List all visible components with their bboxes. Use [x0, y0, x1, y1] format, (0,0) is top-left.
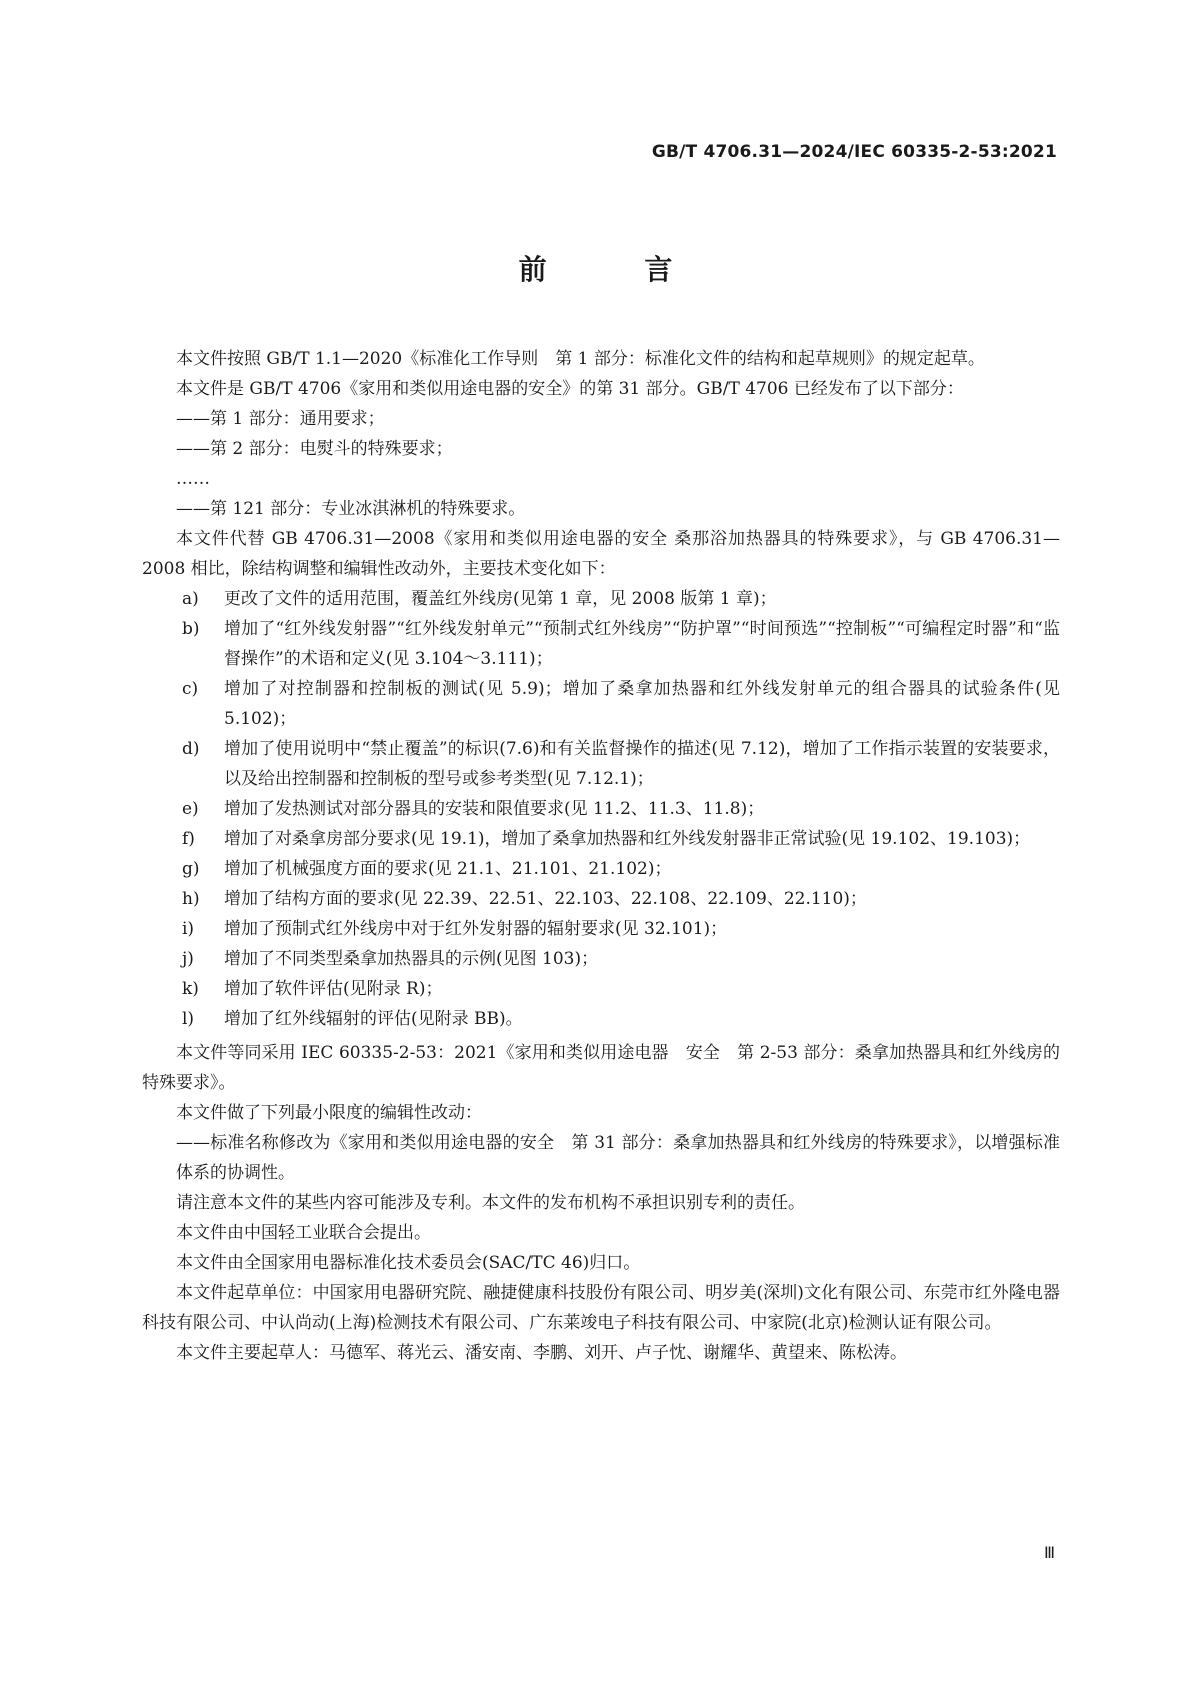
change-label: j)	[182, 949, 194, 969]
foreword-body	[142, 344, 1060, 1368]
change-text: 增加了不同类型桑拿加热器具的示例(见图 103)；	[224, 949, 599, 969]
change-text: 增加了对桑拿房部分要求(见 19.1)，增加了桑拿加热器和红外线发射器非正常试验(见 19.102、19.103)；	[224, 829, 1031, 849]
list-item-part-2: ——第 2 部分：电熨斗的特殊要求；	[176, 439, 453, 459]
change-text: 增加了“红外线发射器”“红外线发射单元”“预制式红外线房”“防护罩”“时间预选”“控制板”“可编程定时器”和“监督操作”的术语和定义(见 3.104～3.111)；	[224, 619, 1060, 669]
paragraph-replaces: 本文件代替 GB 4706.31—2008《家用和类似用途电器的安全 桑那浴加热器具的特殊要求》，与 GB 4706.31—2008 相比，除结构调整和编辑性改动外，主要技术变化如下：	[142, 529, 1060, 579]
change-item	[182, 974, 1060, 1004]
change-label: d)	[182, 739, 200, 759]
page-title: 前 言	[518, 253, 717, 286]
change-text: 增加了预制式红外线房中对于红外发射器的辐射要求(见 32.101)；	[224, 919, 728, 939]
change-item	[182, 734, 1060, 794]
change-label: b)	[182, 619, 200, 639]
change-item	[182, 794, 1060, 824]
change-item	[182, 584, 1060, 614]
list-item-part-1: ——第 1 部分：通用要求；	[176, 409, 385, 429]
change-label: c)	[182, 679, 199, 699]
paragraph-committee: 本文件由全国家用电器标准化技术委员会(SAC/TC 46)归口。	[176, 1253, 641, 1273]
change-label: e)	[182, 799, 199, 819]
change-label: k)	[182, 979, 199, 999]
list-item-title-change: ——标准名称修改为《家用和类似用途电器的安全 第 31 部分：桑拿加热器具和红外线房的特殊要求》，以增强标准体系的协调性。	[176, 1133, 1060, 1183]
change-item	[182, 914, 1060, 944]
change-item	[182, 884, 1060, 914]
change-text: 增加了对控制器和控制板的测试(见 5.9)；增加了桑拿加热器和红外线发射单元的组合器具的试验条件(见 5.102)；	[224, 679, 1060, 729]
change-text: 增加了发热测试对部分器具的安装和限值要求(见 11.2、11.3、11.8)；	[224, 799, 765, 819]
change-label: h)	[182, 889, 200, 909]
change-text: 增加了结构方面的要求(见 22.39、22.51、22.103、22.108、22.109、22.110)；	[224, 889, 867, 909]
change-label: i)	[182, 919, 195, 939]
change-text: 增加了软件评估(见附录 R)；	[224, 979, 443, 999]
change-label: a)	[182, 589, 199, 609]
change-text: 更改了文件的适用范围，覆盖红外线房(见第 1 章，见 2008 版第 1 章)；	[224, 589, 777, 609]
paragraph-drafting-basis: 本文件按照 GB/T 1.1—2020《标准化工作导则 第 1 部分：标准化文件的结构和起草规则》的规定起草。	[176, 349, 985, 369]
standard-code: GB/T 4706.31—2024/IEC 60335-2-53:2021	[651, 142, 1057, 162]
change-text: 增加了使用说明中“禁止覆盖”的标识(7.6)和有关监督操作的描述(见 7.12)，增加了工作指示装置的安装要求，以及给出控制器和控制板的型号或参考类型(见 7.12.1)；	[224, 739, 1060, 789]
change-label: l)	[182, 1009, 195, 1029]
change-text: 增加了机械强度方面的要求(见 21.1、21.101、21.102)；	[224, 859, 672, 879]
paragraph-drafting-units: 本文件起草单位：中国家用电器研究院、融捷健康科技股份有限公司、明岁美(深圳)文化有限公司、东莞市红外隆电器科技有限公司、中认尚动(上海)检测技术有限公司、广东莱竣电子科技有限公司、中家院(北京)检测认证有限公司。	[142, 1283, 1060, 1333]
change-item	[182, 674, 1060, 734]
paragraph-series-part: 本文件是 GB/T 4706《家用和类似用途电器的安全》的第 31 部分。GB/T 4706 已经发布了以下部分：	[176, 379, 964, 399]
list-ellipsis: ……	[176, 469, 210, 489]
change-text: 增加了红外线辐射的评估(见附录 BB)。	[224, 1009, 523, 1029]
change-item	[182, 944, 1060, 974]
changes-list	[142, 584, 1060, 1034]
paragraph-iec-adoption: 本文件等同采用 IEC 60335-2-53：2021《家用和类似用途电器 安全 第 2-53 部分：桑拿加热器具和红外线房的特殊要求》。	[142, 1043, 1060, 1093]
paragraph-drafters: 本文件主要起草人：马德军、蒋光云、潘安南、李鹏、刘开、卢子忱、谢耀华、黄望来、陈松涛。	[176, 1343, 907, 1363]
change-item	[182, 854, 1060, 884]
paragraph-proposer: 本文件由中国轻工业联合会提出。	[176, 1223, 431, 1243]
change-label: g)	[182, 859, 200, 879]
change-label: f)	[182, 829, 195, 849]
page-number: Ⅲ	[1043, 1543, 1055, 1562]
list-item-part-121: ——第 121 部分：专业冰淇淋机的特殊要求。	[176, 499, 526, 519]
change-item	[182, 1004, 1060, 1034]
paragraph-editorial-changes: 本文件做了下列最小限度的编辑性改动：	[176, 1103, 482, 1123]
change-item	[182, 614, 1060, 674]
change-item	[182, 824, 1060, 854]
paragraph-patent-notice: 请注意本文件的某些内容可能涉及专利。本文件的发布机构不承担识别专利的责任。	[176, 1193, 805, 1213]
